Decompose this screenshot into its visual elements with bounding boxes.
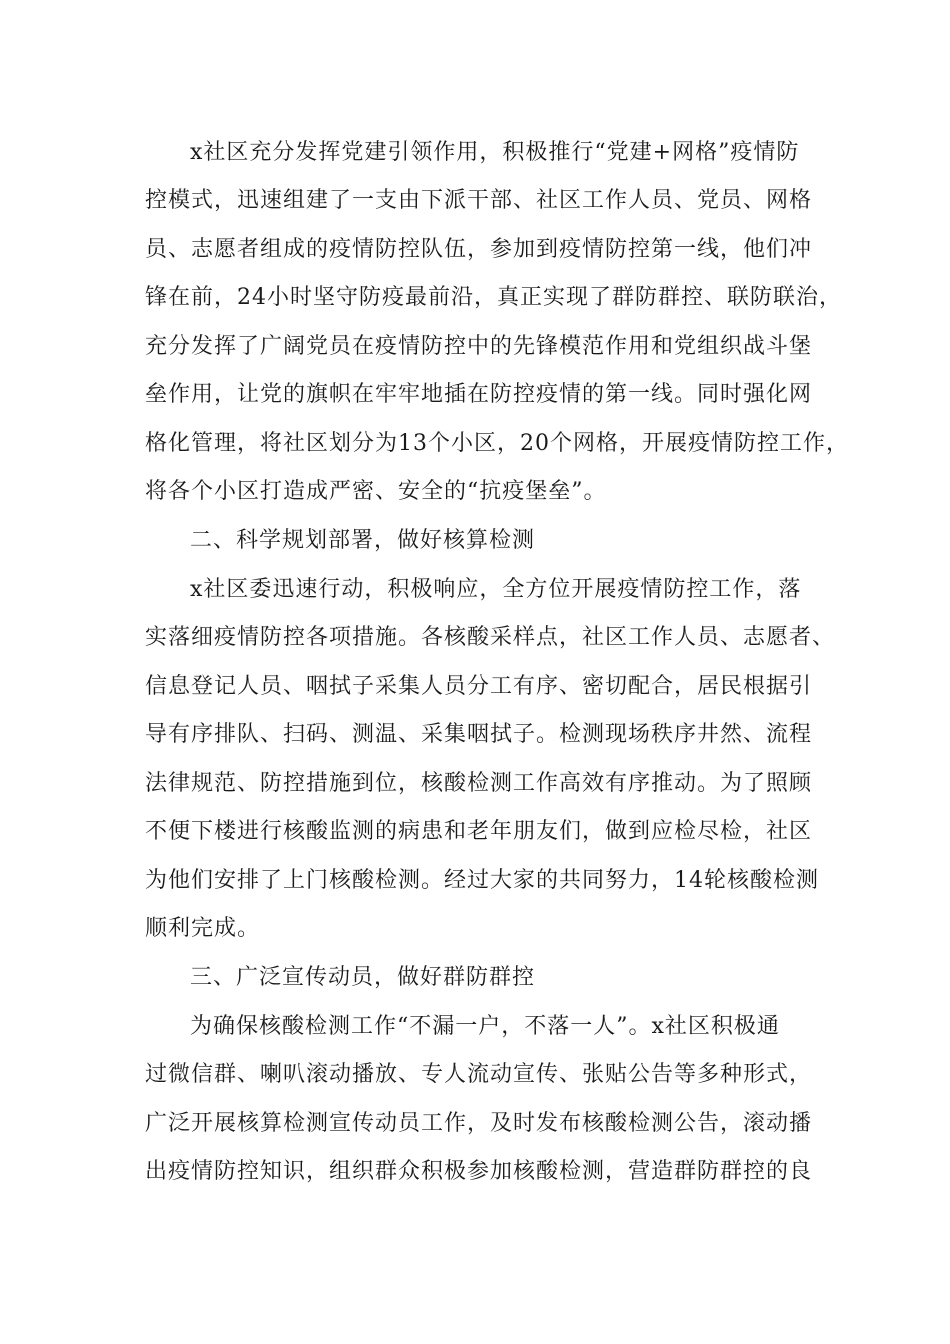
paragraph-1-line-6: 垒作用，让党的旗帜在牢牢地插在防控疫情的第一线。同时强化网	[145, 382, 813, 407]
paragraph-2-line-2: 实落细疫情防控各项措施。各核酸采样点，社区工作人员、志愿者、	[145, 625, 836, 650]
paragraph-1-line-1: x社区充分发挥党建引领作用，积极推行“党建+网格”疫情防	[190, 140, 800, 165]
paragraph-1-line-7: 格化管理，将社区划分为13个小区，20个网格，开展疫情防控工作，	[145, 431, 849, 456]
paragraph-2-line-8: 顺利完成。	[145, 916, 261, 941]
paragraph-3-line-1: 为确保核酸检测工作“不漏一户，不落一人”。x社区积极通	[190, 1014, 780, 1039]
paragraph-2-line-3: 信息登记人员、咽拭子采集人员分工有序、密切配合，居民根据引	[145, 674, 813, 699]
paragraph-3-line-2: 过微信群、喇叭滚动播放、专人流动宣传、张贴公告等多种形式，	[145, 1062, 813, 1087]
paragraph-3-line-3: 广泛开展核算检测宣传动员工作，及时发布核酸检测公告，滚动播	[145, 1111, 813, 1136]
paragraph-2-line-4: 导有序排队、扫码、测温、采集咽拭子。检测现场秩序井然、流程	[145, 722, 813, 747]
paragraph-2-line-7: 为他们安排了上门核酸检测。经过大家的共同努力，14轮核酸检测	[145, 868, 819, 893]
paragraph-2-line-5: 法律规范、防控措施到位，核酸检测工作高效有序推动。为了照顾	[145, 771, 813, 796]
paragraph-2-line-1: x社区委迅速行动，积极响应，全方位开展疫情防控工作，落	[190, 577, 802, 602]
section-heading-3: 三、广泛宣传动员，做好群防群控	[190, 965, 536, 990]
paragraph-1-line-5: 充分发挥了广阔党员在疫情防控中的先锋模范作用和党组织战斗堡	[145, 334, 813, 359]
paragraph-2-line-6: 不便下楼进行核酸监测的病患和老年朋友们，做到应检尽检，社区	[145, 819, 813, 844]
paragraph-1-line-4: 锋在前，24小时坚守防疫最前沿，真正实现了群防群控、联防联治，	[145, 285, 842, 310]
paragraph-3-line-4: 出疫情防控知识，组织群众积极参加核酸检测，营造群防群控的良	[145, 1159, 813, 1184]
paragraph-1-line-8: 将各个小区打造成严密、安全的“抗疫堡垒”。	[145, 479, 607, 504]
paragraph-1-line-3: 员、志愿者组成的疫情防控队伍，参加到疫情防控第一线，他们冲	[145, 237, 813, 262]
section-heading-2: 二、科学规划部署，做好核算检测	[190, 528, 536, 553]
paragraph-1-line-2: 控模式，迅速组建了一支由下派干部、社区工作人员、党员、网格	[145, 188, 813, 213]
